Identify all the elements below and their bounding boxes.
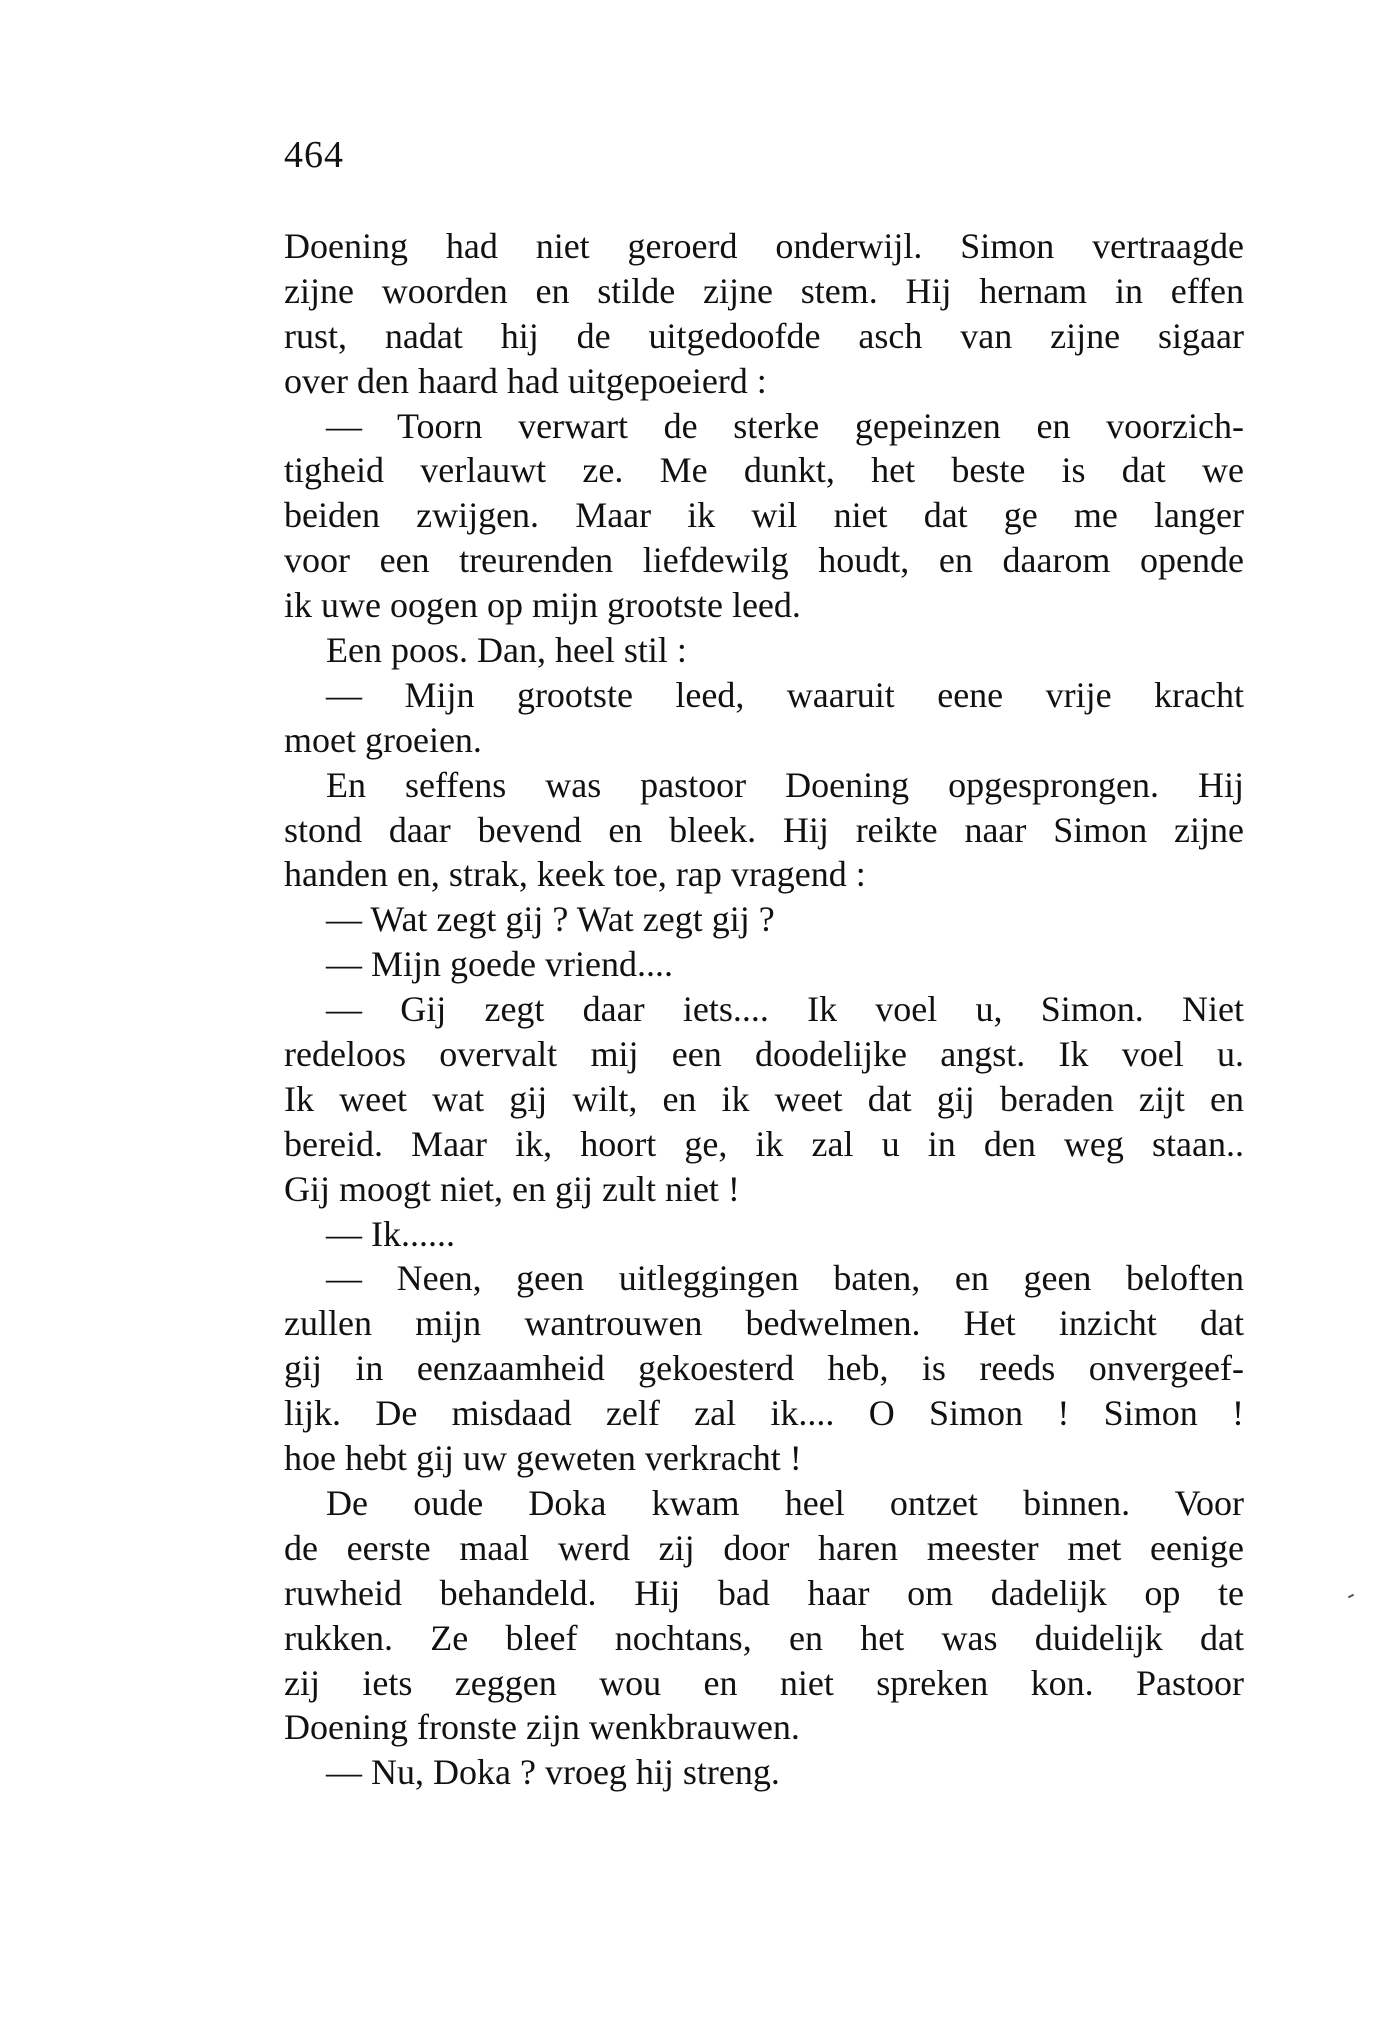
text-line: rust, nadat hij de uitgedoofde asch van zijne sigaar bbox=[284, 315, 1244, 356]
text-line: zijne woorden en stilde zijne stem. Hij hernam in effen bbox=[284, 270, 1244, 311]
scan-speck bbox=[1348, 1594, 1354, 1599]
text-line: Een poos. Dan, heel stil : bbox=[326, 630, 687, 671]
text-line: bereid. Maar ik, hoort ge, ik zal u in den weg staan.. bbox=[284, 1123, 1244, 1164]
text-line: ruwheid behandeld. Hij bad haar om dadelijk op te bbox=[284, 1572, 1244, 1613]
text-line: handen en, strak, keek toe, rap vragend : bbox=[284, 854, 866, 895]
text-line: zij iets zeggen wou en niet spreken kon. Pastoor bbox=[284, 1662, 1244, 1703]
text-line: — Mijn grootste leed, waaruit eene vrije kracht bbox=[326, 674, 1244, 715]
text-line: Ik weet wat gij wilt, en ik weet dat gij beraden zijt en bbox=[284, 1078, 1244, 1119]
text-line: redeloos overvalt mij een doodelijke angst. Ik voel u. bbox=[284, 1034, 1244, 1075]
body-text bbox=[284, 224, 1244, 1795]
text-line: De oude Doka kwam heel ontzet binnen. Voor bbox=[326, 1482, 1244, 1523]
text-line: — Ik...... bbox=[326, 1213, 455, 1254]
text-line: de eerste maal werd zij door haren meester met eenige bbox=[284, 1527, 1244, 1568]
text-line: moet groeien. bbox=[284, 719, 482, 760]
text-line: stond daar bevend en bleek. Hij reikte naar Simon zijne bbox=[284, 809, 1244, 850]
text-line: gij in eenzaamheid gekoesterd heb, is reeds onvergeef- bbox=[284, 1348, 1244, 1389]
text-line: — Toorn verwart de sterke gepeinzen en voorzich- bbox=[326, 405, 1244, 446]
text-line: voor een treurenden liefdewilg houdt, en daarom opende bbox=[284, 540, 1244, 581]
text-line: — Wat zegt gij ? Wat zegt gij ? bbox=[326, 899, 775, 940]
text-line: ik uwe oogen op mijn grootste leed. bbox=[284, 585, 801, 626]
text-line: — Mijn goede vriend.... bbox=[326, 944, 673, 985]
text-line: Doening had niet geroerd onderwijl. Simon vertraagde bbox=[284, 226, 1244, 266]
text-line: En seffens was pastoor Doening opgesprongen. Hij bbox=[326, 764, 1244, 805]
text-line: Doening fronste zijn wenkbrauwen. bbox=[284, 1707, 800, 1748]
text-line: Gij moogt niet, en gij zult niet ! bbox=[284, 1168, 740, 1209]
page-number: 464 bbox=[284, 134, 344, 176]
text-line: beiden zwijgen. Maar ik wil niet dat ge me langer bbox=[284, 495, 1244, 536]
text-line: — Neen, geen uitleggingen baten, en geen beloften bbox=[326, 1258, 1244, 1299]
text-line: rukken. Ze bleef nochtans, en het was duidelijk dat bbox=[284, 1617, 1244, 1658]
text-line: over den haard had uitgepoeierd : bbox=[284, 360, 767, 401]
text-line: zullen mijn wantrouwen bedwelmen. Het inzicht dat bbox=[284, 1303, 1244, 1344]
text-line: — Nu, Doka ? vroeg hij streng. bbox=[326, 1752, 780, 1793]
text-line: lijk. De misdaad zelf zal ik.... O Simon ! Simon ! bbox=[284, 1393, 1244, 1434]
text-line: hoe hebt gij uw geweten verkracht ! bbox=[284, 1438, 802, 1479]
text-line: tigheid verlauwt ze. Me dunkt, het beste is dat we bbox=[284, 450, 1244, 491]
text-line: — Gij zegt daar iets.... Ik voel u, Simon. Niet bbox=[326, 989, 1244, 1030]
